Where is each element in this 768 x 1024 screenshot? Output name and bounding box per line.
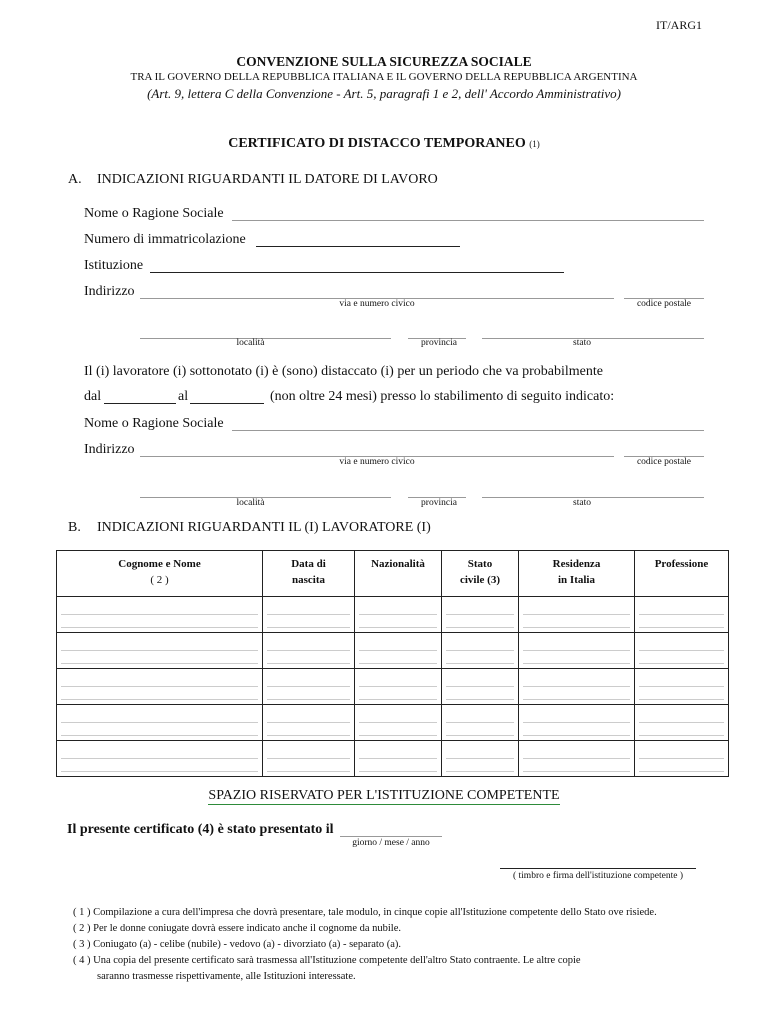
table-row [57,597,729,633]
cell-name[interactable] [57,705,263,741]
certificate-title [0,136,768,152]
cell-profession[interactable] [635,597,729,633]
column-header-birthdate: Data di nascita [263,551,355,597]
workers-table [56,550,729,777]
presented-date-caption: giorno / mese / anno [352,838,430,848]
column-header-residence: Residenza in Italia [519,551,635,597]
employer-province-caption: provincia [421,338,457,348]
reserved-section-heading [0,788,768,804]
column-header-name: Cognome e Nome ( 2 ) [57,551,263,597]
cell-birthdate[interactable] [263,669,355,705]
certificate-title-text: CERTIFICATO DI DISTACCO TEMPORANEO [228,136,526,151]
table-row [57,705,729,741]
footnote-1: ( 1 ) Compilazione a cura dell'impresa che dovrà presentare, tale modulo, in cinque copie all'Istituzione competente dello Stato ove risiede. [73,907,657,918]
establishment-name-label: Nome o Ragione Sociale [84,416,224,431]
table-row [57,633,729,669]
cell-marital-status[interactable] [442,741,519,777]
section-b-letter: B. [68,520,81,535]
column-header-marital-status: Stato civile (3) [442,551,519,597]
cell-birthdate[interactable] [263,741,355,777]
employer-postal-caption: codice postale [636,299,692,309]
cell-residence[interactable] [519,669,635,705]
form-code: IT/ARG1 [656,18,702,32]
cell-marital-status[interactable] [442,705,519,741]
presented-date-label: Il presente certificato (4) è stato presentato il [67,822,334,837]
cell-profession[interactable] [635,669,729,705]
establishment-state-caption: stato [573,498,591,508]
institution-label: Istituzione [84,258,144,273]
cell-residence[interactable] [519,633,635,669]
footnote-4: ( 4 ) Una copia del presente certificato sarà trasmessa all'Istituzione competente dell'altro Stato contraente. Le altre copie [73,955,581,966]
employer-state-caption: stato [573,338,591,348]
cell-name[interactable] [57,669,263,705]
establishment-province-caption: provincia [421,498,457,508]
cell-name[interactable] [57,633,263,669]
period-from-field[interactable] [104,403,176,404]
cell-marital-status[interactable] [442,633,519,669]
cell-profession[interactable] [635,741,729,777]
cell-nationality[interactable] [355,705,442,741]
employer-name-field[interactable] [232,220,704,221]
establishment-locality-caption: località [236,498,265,508]
footnote-3: ( 3 ) Coniugato (a) - celibe (nubile) - vedovo (a) - divorziato (a) - separato (a). [73,939,401,950]
period-from-label: dal [84,389,102,404]
institution-field[interactable] [150,272,564,273]
column-header-profession: Professione [635,551,729,597]
workers-table-header [57,551,729,597]
certificate-title-note: (1) [529,139,540,149]
convention-title: CONVENZIONE SULLA SICUREZZA SOCIALE [236,54,532,69]
cell-marital-status[interactable] [442,597,519,633]
establishment-name-field[interactable] [232,430,704,431]
section-a-heading: INDICAZIONI RIGUARDANTI IL DATORE DI LAVORO [97,172,438,187]
table-row [57,669,729,705]
footnote-2: ( 2 ) Per le donne coniugate dovrà essere indicato anche il cognome da nubile. [73,923,402,934]
period-to-label: al [178,389,189,404]
establishment-street-caption: via e numero civico [339,457,415,467]
column-header-nationality: Nazionalità [355,551,442,597]
employer-street-caption: via e numero civico [339,299,415,309]
establishment-postal-caption: codice postale [636,457,692,467]
cell-name[interactable] [57,597,263,633]
cell-profession[interactable] [635,705,729,741]
cell-nationality[interactable] [355,597,442,633]
cell-residence[interactable] [519,741,635,777]
table-row [57,741,729,777]
establishment-address-label: Indirizzo [84,442,135,457]
cell-nationality[interactable] [355,669,442,705]
reserved-section-heading-text: SPAZIO RISERVATO PER L'ISTITUZIONE COMPETENTE [208,788,560,803]
cell-nationality[interactable] [355,633,442,669]
section-b-heading: INDICAZIONI RIGUARDANTI IL (I) LAVORATORE (I) [97,520,431,535]
cell-profession[interactable] [635,633,729,669]
footnote-4-continued: saranno trasmesse rispettivamente, alle Istituzioni interessate. [97,971,356,982]
period-to-field[interactable] [190,403,264,404]
cell-birthdate[interactable] [263,633,355,669]
registration-number-field[interactable] [256,246,460,247]
registration-number-label: Numero di immatricolazione [84,232,246,247]
stamp-signature-caption: ( timbro e firma dell'istituzione competente ) [512,871,684,881]
cell-name[interactable] [57,741,263,777]
cell-residence[interactable] [519,705,635,741]
employer-name-label: Nome o Ragione Sociale [84,206,224,221]
cell-birthdate[interactable] [263,705,355,741]
employer-locality-caption: località [236,338,265,348]
cell-birthdate[interactable] [263,597,355,633]
presented-date-field[interactable] [340,836,442,837]
stamp-signature-field[interactable] [500,868,696,869]
cell-nationality[interactable] [355,741,442,777]
secondment-sentence: Il (i) lavoratore (i) sottonotato (i) è (sono) distaccato (i) per un periodo che va probabilmente [84,364,603,379]
cell-residence[interactable] [519,597,635,633]
period-sentence: (non oltre 24 mesi) presso lo stabilimento di seguito indicato: [270,389,615,404]
cell-marital-status[interactable] [442,669,519,705]
section-a-letter: A. [68,172,82,187]
convention-subtitle: TRA IL GOVERNO DELLA REPUBBLICA ITALIANA E IL GOVERNO DELLA REPUBBLICA ARGENTINA [130,71,638,83]
employer-address-label: Indirizzo [84,284,135,299]
convention-reference: (Art. 9, lettera C della Convenzione - Art. 5, paragrafi 1 e 2, dell' Accordo Amministrativo) [147,86,621,101]
